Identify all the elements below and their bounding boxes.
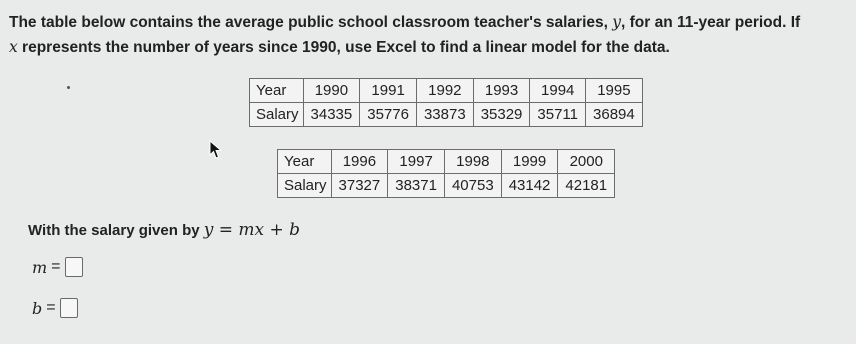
year-label: Year (250, 79, 304, 103)
table-row (278, 174, 615, 198)
prompt-line1-end: , for an 11-year period. If (621, 14, 801, 31)
prompt-line1: The table below contains the average public school classroom teacher's salaries, (9, 14, 613, 31)
problem-prompt (9, 10, 839, 60)
table-cell: 1991 (360, 79, 417, 103)
table-cell: 1996 (331, 150, 388, 174)
intercept-label: b (32, 298, 43, 318)
y-variable: y (612, 13, 622, 31)
table-cell: 34335 (303, 103, 360, 127)
table-cell: 2000 (558, 150, 615, 174)
table-row (250, 79, 643, 103)
salary-table-1990-1995 (249, 78, 643, 127)
table-cell: 1990 (303, 79, 360, 103)
table-cell: 35329 (473, 103, 530, 127)
table-cell: 1998 (444, 150, 501, 174)
table-cell: 1997 (388, 150, 445, 174)
slope-answer-input[interactable] (65, 257, 83, 277)
intercept-answer-row (32, 298, 78, 318)
mouse-cursor-icon (209, 140, 223, 160)
table-cell: 36894 (586, 103, 643, 127)
year-label: Year (278, 150, 332, 174)
model-statement-text: With the salary given by (28, 222, 204, 239)
slope-answer-row (32, 257, 83, 277)
prompt-line2: represents the number of years since 1990, use Excel to find a linear model for the data. (17, 39, 670, 56)
intercept-answer-input[interactable] (60, 298, 78, 318)
slope-label: m (32, 257, 48, 277)
table-row (250, 103, 643, 127)
table-cell: 33873 (416, 103, 473, 127)
equals-sign: = (46, 299, 56, 316)
table-cell: 37327 (331, 174, 388, 198)
table-row (278, 150, 615, 174)
table-cell: 40753 (444, 174, 501, 198)
table-cell: 38371 (388, 174, 445, 198)
table-cell: 42181 (558, 174, 615, 198)
x-variable: x (9, 38, 18, 56)
table-cell: 1995 (586, 79, 643, 103)
salary-label: Salary (250, 103, 304, 127)
table-cell: 35776 (360, 103, 417, 127)
table-cell: 43142 (501, 174, 558, 198)
stray-dot (67, 86, 70, 89)
equals-sign: = (51, 258, 61, 275)
table-cell: 1993 (473, 79, 530, 103)
table-cell: 35711 (530, 103, 586, 127)
table-cell: 1994 (530, 79, 586, 103)
salary-label: Salary (278, 174, 332, 198)
table-cell: 1992 (416, 79, 473, 103)
salary-table-1996-2000 (277, 149, 615, 198)
model-statement (28, 220, 300, 240)
table-cell: 1999 (501, 150, 558, 174)
model-equation: y = mx + b (203, 220, 301, 240)
